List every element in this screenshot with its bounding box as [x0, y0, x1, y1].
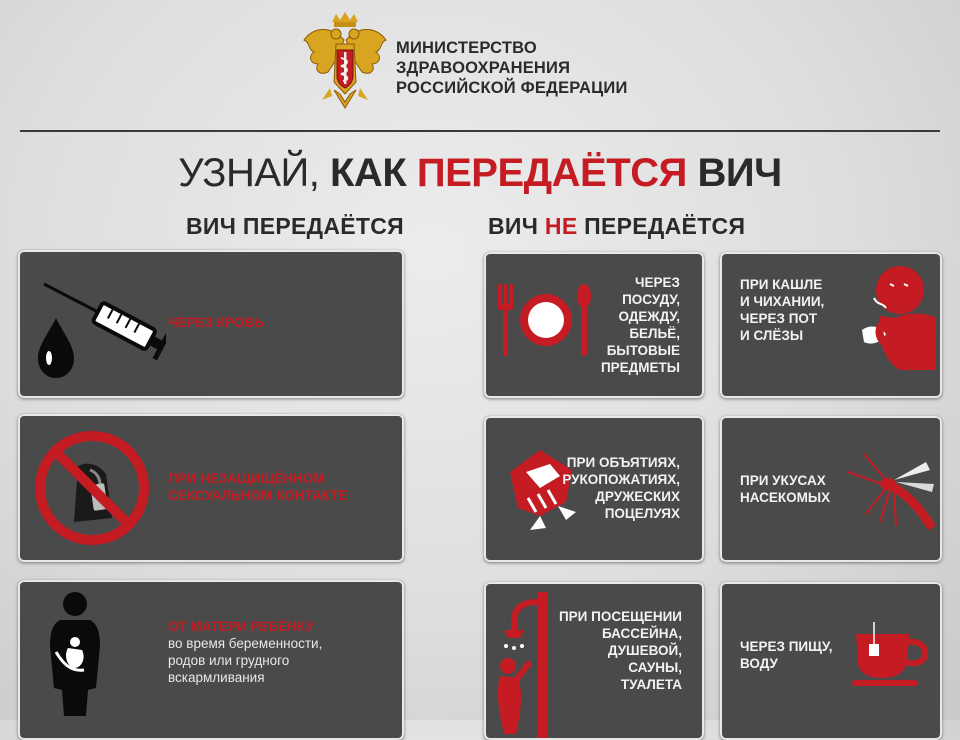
card-hugs-handshakes	[484, 416, 704, 562]
card-hugs-line-1: ПРИ ОБЪЯТИЯХ,	[566, 455, 680, 470]
card-unprotected-sex-line-1: ПРИ НЕЗАЩИЩЁННОМ	[168, 471, 325, 486]
card-mother-to-child-sub-1: во время беременности,	[168, 636, 323, 651]
card-through-blood	[18, 250, 404, 398]
heading-not-transmitted	[488, 213, 745, 240]
card-food-water-text	[740, 638, 833, 672]
card-mother-to-child-text	[168, 618, 322, 686]
card-dishes-line-5: БЫТОВЫЕ	[606, 343, 680, 358]
dishes-icon	[494, 280, 594, 360]
card-food-water-line-2: ВОДУ	[740, 656, 778, 671]
ministry-line-3: РОССИЙСКОЙ ФЕДЕРАЦИИ	[396, 79, 628, 97]
card-unprotected-sex-title	[168, 470, 348, 504]
heading-not-word: НЕ	[544, 213, 578, 239]
card-through-blood-title: ЧЕРЕЗ КРОВЬ	[168, 315, 264, 330]
card-dishes-line-6: ПРЕДМЕТЫ	[600, 360, 680, 375]
card-food-water	[720, 582, 942, 740]
title-part-4: ВИЧ	[697, 151, 782, 195]
card-cough-sneeze-line-2: И ЧИХАНИИ,	[740, 294, 825, 309]
heading-not-prefix: ВИЧ	[488, 213, 539, 239]
card-hugs-line-4: ПОЦЕЛУЯХ	[604, 506, 680, 521]
title-part-3: ПЕРЕДАЁТСЯ	[416, 151, 687, 195]
card-unprotected-sex-line-2: СЕКСУАЛЬНОМ КОНТАКТЕ	[168, 488, 348, 503]
ministry-line-1: МИНИСТЕРСТВО	[396, 39, 537, 57]
card-pool-line-5: ТУАЛЕТА	[620, 677, 682, 692]
blood-drop-syringe-icon	[36, 272, 166, 382]
sneezing-person-icon	[856, 262, 940, 378]
card-mother-to-child-sub-3: вскармливания	[168, 670, 265, 685]
card-pool-line-2: БАССЕЙНА,	[601, 626, 682, 641]
card-insect-bites-line-2: НАСЕКОМЫХ	[740, 490, 831, 505]
card-dishes-text	[601, 274, 680, 376]
double-headed-eagle-emblem-icon	[300, 10, 390, 122]
card-mother-to-child	[18, 580, 404, 740]
card-pool-line-3: ДУШЕВОЙ,	[607, 643, 682, 658]
page-title	[0, 146, 960, 200]
mother-child-icon	[40, 590, 110, 720]
card-unprotected-sex	[18, 414, 404, 562]
card-pool-line-4: САУНЫ,	[628, 660, 682, 675]
card-insect-bites	[720, 416, 942, 562]
shower-icon	[490, 590, 560, 740]
card-dishes-line-4: БЕЛЬЁ,	[629, 326, 680, 341]
card-pool-sauna	[484, 582, 704, 740]
mosquito-icon	[846, 450, 938, 542]
ministry-name	[396, 38, 628, 98]
ministry-line-2: ЗДРАВООХРАНЕНИЯ	[396, 59, 571, 77]
card-pool-sauna-text	[559, 608, 682, 693]
title-part-2: КАК	[330, 151, 407, 195]
teacup-icon	[852, 622, 932, 688]
card-cough-sneeze-line-3: ЧЕРЕЗ ПОТ	[740, 311, 818, 326]
card-dishes-line-3: ОДЕЖДУ,	[618, 309, 680, 324]
card-dishes-line-2: ПОСУДУ,	[622, 292, 680, 307]
card-hugs-handshakes-text	[562, 454, 680, 522]
card-hugs-line-3: ДРУЖЕСКИХ	[595, 489, 680, 504]
ministry-header	[300, 8, 640, 126]
heading-transmitted: ВИЧ ПЕРЕДАЁТСЯ	[186, 213, 405, 239]
card-hugs-line-2: РУКОПОЖАТИЯХ,	[562, 472, 680, 487]
card-cough-sneeze-line-4: И СЛЁЗЫ	[740, 328, 804, 343]
card-cough-sneeze-text	[740, 276, 824, 344]
card-mother-to-child-sub-2: родов или грудного	[168, 653, 290, 668]
card-food-water-line-1: ЧЕРЕЗ ПИЩУ,	[740, 639, 833, 654]
card-dishes-line-1: ЧЕРЕЗ	[635, 275, 680, 290]
header-divider	[20, 130, 940, 132]
card-mother-to-child-title: ОТ МАТЕРИ РЕБЁНКУ	[168, 619, 314, 634]
heading-not-suffix: ПЕРЕДАЁТСЯ	[584, 213, 746, 239]
card-pool-line-1: ПРИ ПОСЕЩЕНИИ	[558, 609, 682, 624]
card-insect-bites-text	[740, 472, 830, 506]
card-cough-sneeze-line-1: ПРИ КАШЛЕ	[740, 277, 823, 292]
no-unprotected-sex-icon	[30, 426, 155, 551]
card-insect-bites-line-1: ПРИ УКУСАХ	[740, 473, 826, 488]
card-cough-sneeze	[720, 252, 942, 398]
card-dishes	[484, 252, 704, 398]
title-part-1: УЗНАЙ,	[178, 151, 320, 195]
